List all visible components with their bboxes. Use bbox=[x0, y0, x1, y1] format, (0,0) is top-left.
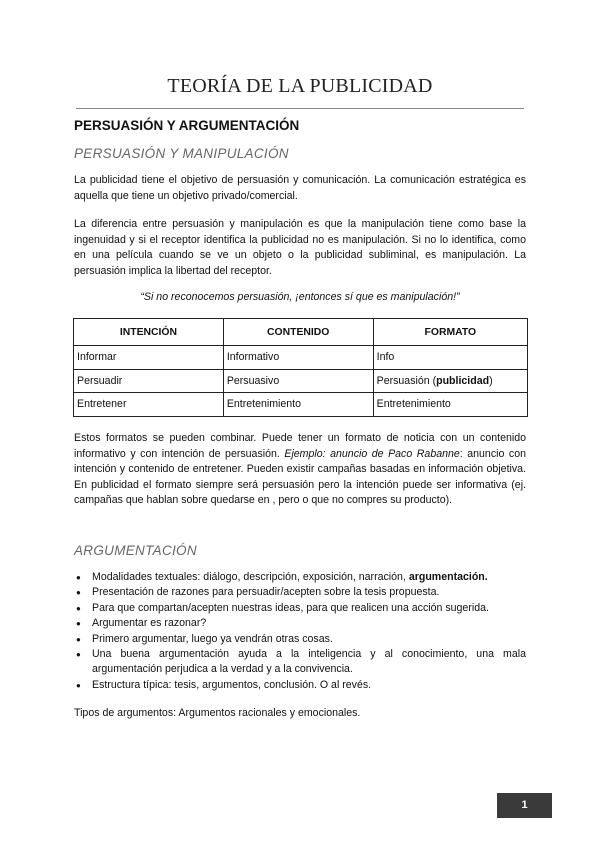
list-item: ● Para que compartan/acepten nuestras ideas, para que realicen una acción sugerida. bbox=[74, 601, 526, 616]
cell-formato bbox=[373, 393, 527, 417]
cell-intencion: Entretener bbox=[74, 393, 224, 417]
cell-formato bbox=[373, 346, 527, 370]
paragraph-argument-types: Tipos de argumentos: Argumentos racionales y emocionales. bbox=[74, 707, 361, 719]
section-heading: PERSUASIÓN Y ARGUMENTACIÓN bbox=[74, 118, 300, 133]
bullet-bold: argumentación. bbox=[408, 571, 488, 583]
formats-text-1: Estos formatos se pueden combinar. Puede tener un formato de noticia con un contenido informativo y con intención de persuasión. bbox=[74, 432, 526, 460]
column-header-intencion: INTENCIÓN bbox=[74, 319, 224, 346]
list-item bbox=[74, 570, 526, 585]
table-row bbox=[74, 369, 528, 393]
cell-intencion: Informar bbox=[74, 346, 224, 370]
paragraph-persuasion-objective: La publicidad tiene el objetivo de persuasión y comunicación. La comunicación estratégica es aquella que tiene un objetivo privado/comercial. bbox=[74, 174, 526, 202]
formats-text-2: : anuncio con intención y contenido de entretener. Pueden existir campañas basadas en información objetiva. En publicidad el formato siempre será persuasión pero la intención puede ser informativa (ej. campañas que hablan sobre quedarse en , pero o que no compres su producto). bbox=[74, 447, 526, 506]
list-item: ● Presentación de razones para persuadir/acepten sobre la tesis propuesta. bbox=[74, 585, 526, 600]
subheading-argumentacion: ARGUMENTACIÓN bbox=[74, 543, 197, 558]
paragraph-persuasion-vs-manipulation: La diferencia entre persuasión y manipulación es que la manipulación tiene como base la ingenuidad y si el receptor identifica la publicidad no es manipulación. Si no lo identifica, como en una película cuando se ve un objeto o la publicidad subliminal, es manipulación. La persuasión implica la libertad del receptor. bbox=[74, 218, 526, 277]
list-item: ● Primero argumentar, luego ya vendrán otras cosas. bbox=[74, 632, 526, 647]
cell-formato-suffix: ) bbox=[489, 374, 493, 387]
bullet-text: Modalidades textuales: diálogo, descripción, exposición, narración, bbox=[92, 571, 409, 583]
table-row bbox=[74, 346, 528, 370]
page-number: 1 bbox=[521, 799, 528, 811]
cell-contenido: Informativo bbox=[223, 346, 373, 370]
list-item: ● Una buena argumentación ayuda a la inteligencia y al conocimiento, una mala argumentación perjudica a la verdad y a la convivencia. bbox=[74, 647, 526, 678]
cell-contenido: Entretenimiento bbox=[223, 393, 373, 417]
cell-formato-bold: publicidad bbox=[436, 374, 490, 387]
cell-formato-text: Persuasión ( bbox=[376, 374, 437, 387]
column-header-contenido: CONTENIDO bbox=[223, 319, 373, 346]
cell-contenido: Persuasivo bbox=[223, 369, 373, 393]
cell-intencion: Persuadir bbox=[74, 369, 224, 393]
cell-formato bbox=[373, 369, 527, 393]
paragraph-formats bbox=[74, 431, 526, 509]
list-item: ● Argumentar es razonar? bbox=[74, 616, 526, 631]
formats-example: Ejemplo: anuncio de Paco Rabanne bbox=[284, 447, 460, 460]
list-item: ● Estructura típica: tesis, argumentos, conclusión. O al revés. bbox=[74, 678, 526, 693]
table-row bbox=[74, 393, 528, 417]
argumentation-list bbox=[74, 570, 526, 693]
cell-formato-text: Info bbox=[376, 351, 395, 364]
page-title: TEORÍA DE LA PUBLICIDAD bbox=[167, 75, 433, 97]
formats-table bbox=[73, 318, 528, 417]
subheading-persuasion: PERSUASIÓN Y MANIPULACIÓN bbox=[74, 146, 289, 161]
quote: “Si no reconocemos persuasión, ¡entonces sí que es manipulación!” bbox=[140, 291, 460, 303]
table-header-row bbox=[74, 319, 528, 346]
column-header-formato: FORMATO bbox=[373, 319, 527, 346]
cell-formato-text: Entretenimiento bbox=[376, 398, 451, 411]
title-divider bbox=[76, 108, 524, 109]
